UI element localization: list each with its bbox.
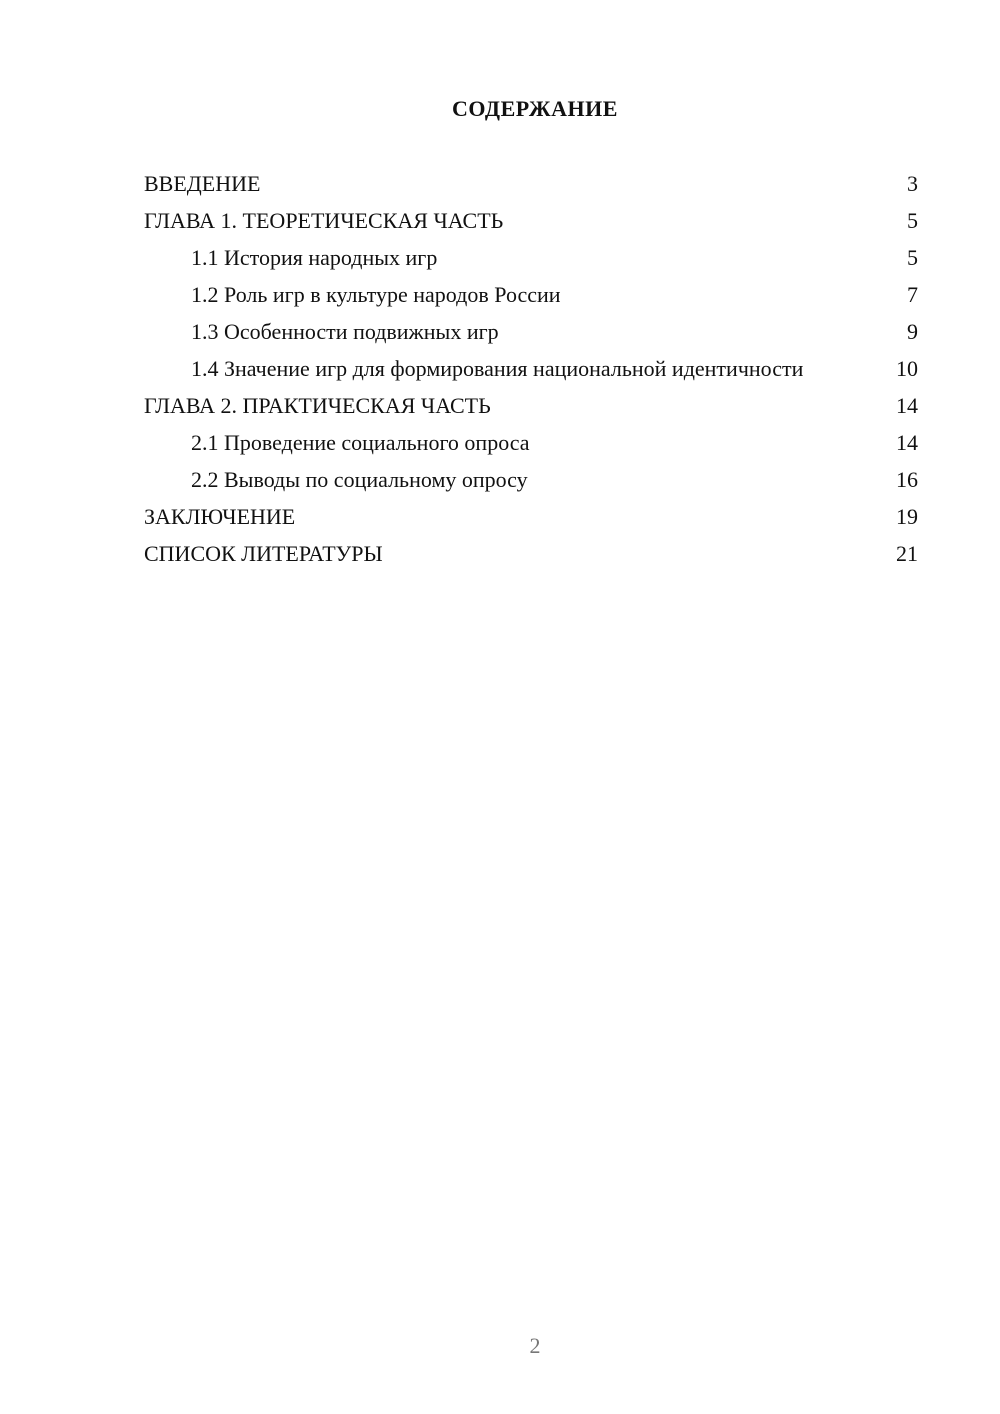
toc-entry-text: ГЛАВА 1. ТЕОРЕТИЧЕСКАЯ ЧАСТЬ [144, 208, 504, 233]
toc-entry-text: ЗАКЛЮЧЕНИЕ [144, 504, 296, 529]
toc-entry-text: 1.4 Значение игр для формирования национальной идентичности [191, 356, 804, 381]
toc-entry-text: СПИСОК ЛИТЕРАТУРЫ [144, 541, 383, 566]
page-title: СОДЕРЖАНИЕ [452, 96, 618, 121]
toc-entry-text: 2.1 Проведение социального опроса [191, 430, 530, 455]
toc-entry-text: 1.3 Особенности подвижных игр [191, 319, 499, 344]
toc-entry-page: 5 [907, 245, 918, 270]
toc-entry-page: 14 [896, 393, 918, 418]
toc-entry-introduction[interactable] [144, 170, 918, 197]
toc-entry-text: 1.2 Роль игр в культуре народов России [191, 282, 561, 307]
toc-entry-section-2-2[interactable] [144, 466, 918, 493]
toc-entry-section-1-3[interactable] [144, 318, 918, 345]
toc-entry-text: ГЛАВА 2. ПРАКТИЧЕСКАЯ ЧАСТЬ [144, 393, 491, 418]
toc-entry-text: ВВЕДЕНИЕ [144, 171, 261, 196]
toc-entry-section-1-1[interactable] [144, 244, 918, 271]
toc-entry-page: 9 [907, 319, 918, 344]
toc-entry-page: 7 [907, 282, 918, 307]
toc-entry-chapter-2[interactable] [144, 392, 918, 419]
toc-entry-page: 16 [896, 467, 918, 492]
toc-entry-page: 10 [896, 356, 918, 381]
toc-entry-page: 21 [896, 541, 918, 566]
toc-entry-page: 5 [907, 208, 918, 233]
toc-entry-section-1-2[interactable] [144, 281, 918, 308]
toc-entry-conclusion[interactable] [144, 503, 918, 530]
toc-entry-chapter-1[interactable] [144, 207, 918, 234]
toc-entry-page: 14 [896, 430, 918, 455]
table-of-contents [144, 170, 918, 577]
toc-entry-text: 2.2 Выводы по социальному опросу [191, 467, 528, 492]
toc-entry-section-2-1[interactable] [144, 429, 918, 456]
toc-entry-references[interactable] [144, 540, 918, 567]
toc-entry-page: 3 [907, 171, 918, 196]
toc-entry-text: 1.1 История народных игр [191, 245, 438, 270]
toc-entry-section-1-4[interactable] [144, 355, 918, 382]
page-number: 2 [529, 1333, 541, 1358]
toc-entry-page: 19 [896, 504, 918, 529]
